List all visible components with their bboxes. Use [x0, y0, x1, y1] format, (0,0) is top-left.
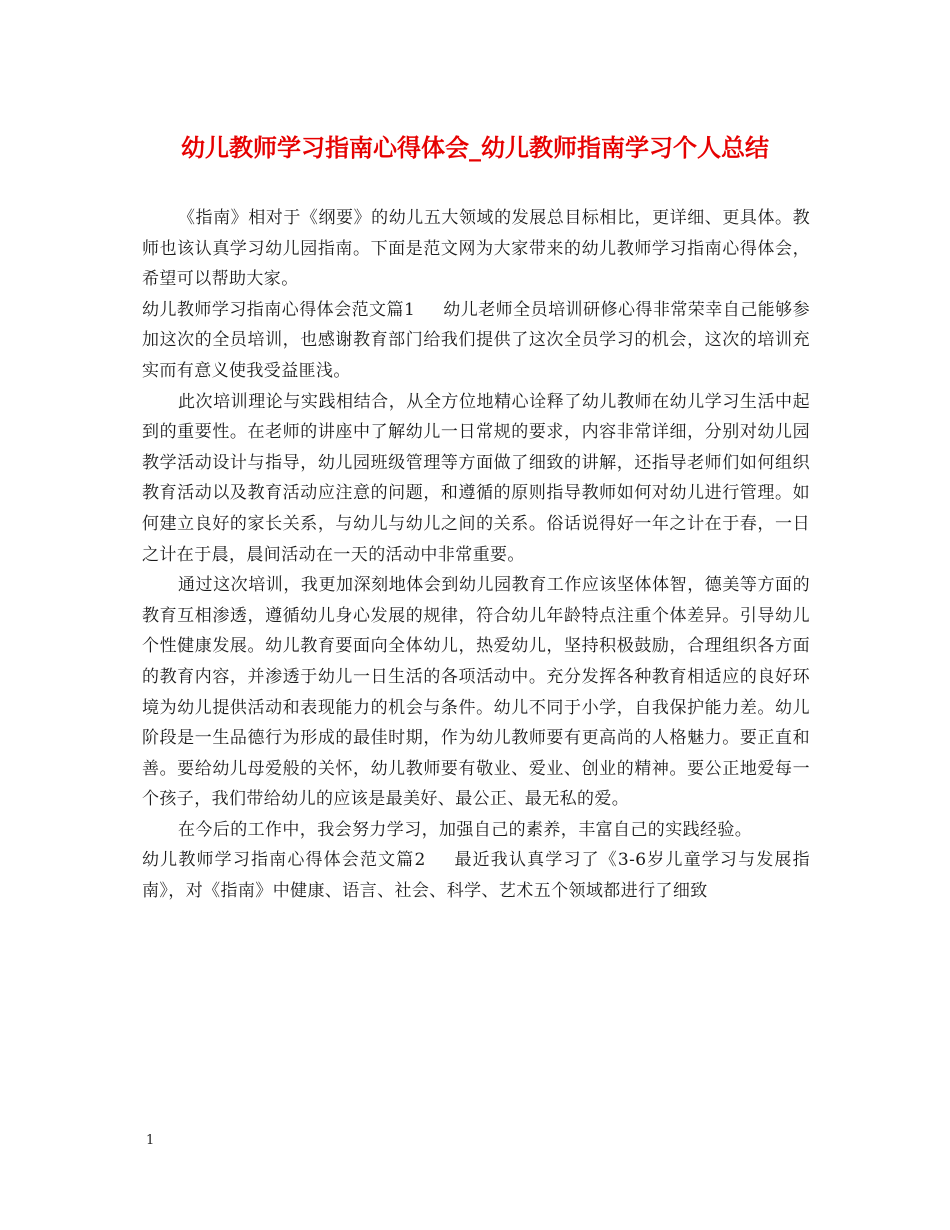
- section-1-label: 幼儿教师学习指南心得体会范文篇1: [142, 299, 416, 320]
- paragraph-2: 此次培训理论与实践相结合，从全方位地精心诠释了幼儿教师在幼儿学习生活中起到的重要性。在老师的讲座中了解幼儿一日常规的要求，内容非常详细，分别对幼儿园教学活动设计与指导，幼儿园班级管理等方面做了细致的讲解，还指导老师们如何组织教育活动以及教育活动应注意的问题，和遵循的原则指导教师如何对幼儿进行管理。如何建立良好的家长关系，与幼儿与幼儿之间的关系。俗话说得好一年之计在于春，一日之计在于晨，晨间活动在一天的活动中非常重要。: [142, 391, 810, 565]
- section-2-label: 幼儿教师学习指南心得体会范文篇2: [142, 850, 426, 871]
- paragraph-3: 通过这次培训，我更加深刻地体会到幼儿园教育工作应该坚体体智，德美等方面的教育互相渗透，遵循幼儿身心发展的规律，符合幼儿年龄特点注重个体差异。引导幼儿个性健康发展。幼儿教育要面向全体幼儿，热爱幼儿，坚持积极鼓励，合理组织各方面的教育内容，并渗透于幼儿一日生活的各项活动中。充分发挥各种教育相适应的良好环境为幼儿提供活动和表现能力的机会与条件。幼儿不同于小学，自我保护能力差。幼儿阶段是一生品德行为形成的最佳时期，作为幼儿教师要有更高尚的人格魅力。要正直和善。要给幼儿母爱般的关怀，幼儿教师要有敬业、爱业、创业的精神。要公正地爱每一个孩子，我们带给幼儿的应该是最美好、最公正、最无私的爱。: [142, 575, 810, 810]
- section-2-paragraph: [142, 845, 810, 906]
- section-1-lead-text: 幼儿老师全员培训研修心得非常荣幸自己能够参加这次的全员培训，也感谢教育部门给我们提供了这次全员学习的机会，这次的培训充实而有意义使我受益匪浅。: [142, 299, 811, 381]
- document-body: [142, 203, 810, 907]
- section-2-lead-text: 最近我认真学习了《3-6岁儿童学习与发展指南》，对《指南》中健康、语言、社会、科学、艺术五个领域都进行了细致: [142, 850, 810, 902]
- intro-paragraph: 《指南》相对于《纲要》的幼儿五大领域的发展总目标相比，更详细、更具体。教师也该认真学习幼儿园指南。下面是范文网为大家带来的幼儿教师学习指南心得体会，希望可以帮助大家。: [142, 208, 810, 290]
- page-number: 1: [146, 1133, 155, 1148]
- section-1-paragraph: [142, 295, 810, 387]
- paragraph-4: 在今后的工作中，我会努力学习，加强自己的素养，丰富自己的实践经验。: [178, 819, 753, 840]
- document-title: 幼儿教师学习指南心得体会_幼儿教师指南学习个人总结: [181, 134, 769, 162]
